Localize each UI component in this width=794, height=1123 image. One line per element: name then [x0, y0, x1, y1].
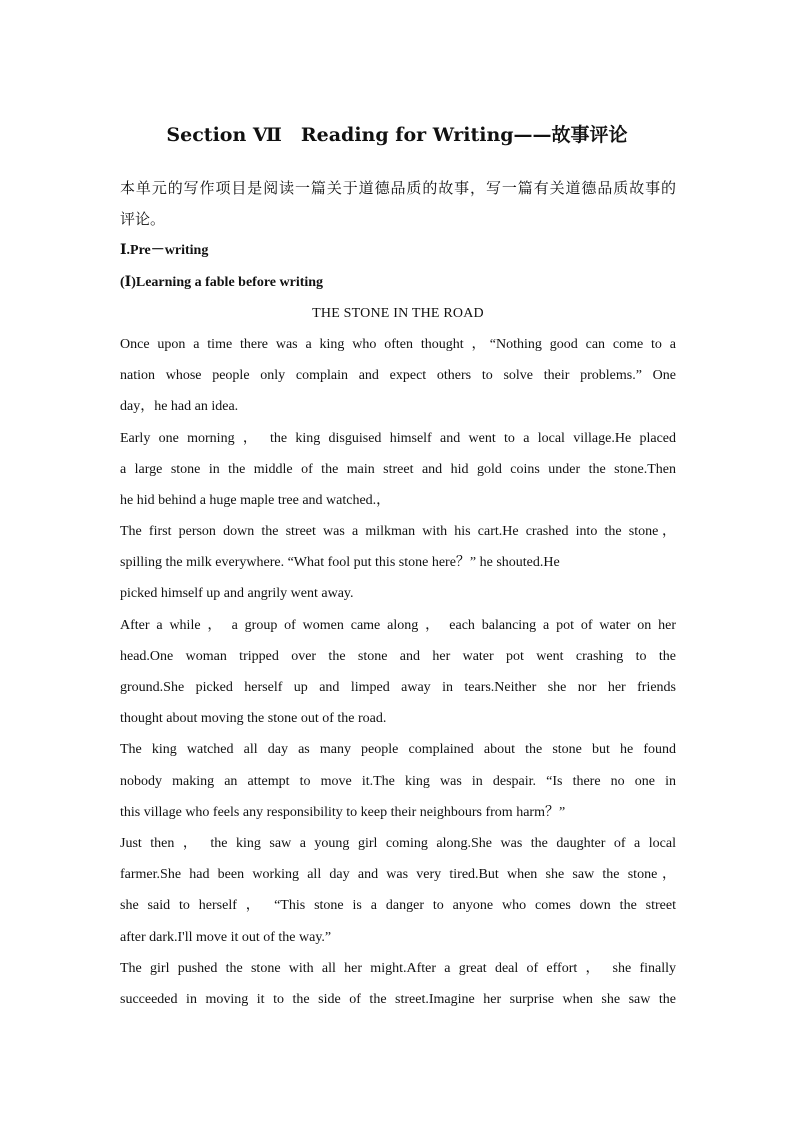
story-line: day，he had an idea.: [120, 399, 239, 415]
story-line: picked himself up and angrily went away.: [120, 586, 354, 602]
story-line: ground.She picked herself up and limped away in tears.Neither she nor her friends: [120, 680, 676, 695]
story-line: nation whose people only complain and expect others to solve their problems.” One: [120, 368, 676, 384]
story-line: thought about moving the stone out of the road.: [120, 711, 387, 727]
story-line: Once upon a time there was a king who often thought ，“Nothing good can come to a: [120, 336, 676, 352]
story-line: nobody making an attempt to move it.The king was in despair. “Is there no one in: [120, 773, 676, 789]
story-line: head.One woman tripped over the stone and her water pot went crashing to the: [120, 648, 676, 664]
story-line: succeeded in moving it to the side of the street.Imagine her surprise when she saw the: [120, 991, 676, 1007]
section-heading: Ⅰ.Pre－writing: [120, 243, 209, 259]
story-line: this village who feels any responsibility to keep their neighbours from harm？”: [120, 804, 566, 820]
subsection-heading: (Ⅰ)Learning a fable before writing: [120, 274, 324, 290]
story-line: The girl pushed the stone with all her might.After a great deal of effort ， she finally: [120, 960, 676, 976]
story-line: Early one morning ， the king disguised himself and went to a local village.He placed: [120, 430, 676, 446]
document-body: [120, 173, 676, 1015]
story-line: she said to herself ， “This stone is a danger to anyone who comes down the street: [120, 898, 676, 914]
story-line: spilling the milk everywhere. “What fool put this stone here？” he shouted.He: [120, 555, 560, 571]
section-title: Section Ⅶ Reading for Writing——故事评论: [166, 124, 628, 146]
story-line: a large stone in the middle of the main street and hid gold coins under the stone.Then: [120, 461, 676, 477]
story-line: The king watched all day as many people complained about the stone but he found: [120, 742, 676, 758]
story-line: he hid behind a huge maple tree and watched.，: [120, 492, 391, 508]
intro-line-1: 本单元的写作项目是阅读一篇关于道德品质的故事，写一篇有关道德品质故事的: [120, 179, 676, 197]
story-title: THE STONE IN THE ROAD: [312, 305, 484, 321]
story-line: Just then ， the king saw a young girl coming along.She was the daughter of a local: [120, 835, 676, 851]
story-line: After a while ， a group of women came along ， each balancing a pot of water on her: [120, 617, 676, 633]
story-line: farmer.She had been working all day and was very tired.But when she saw the stone，: [120, 867, 676, 883]
intro-line-2: 评论。: [120, 210, 166, 229]
story-line: The first person down the street was a milkman with his cart.He crashed into the stone，: [120, 524, 676, 540]
story-line: after dark.I'll move it out of the way.”: [120, 929, 332, 945]
